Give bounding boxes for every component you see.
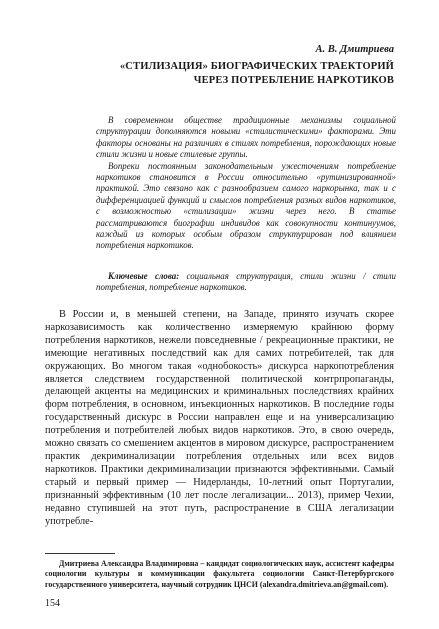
title-line-1: «СТИЛИЗАЦИЯ» БИОГРАФИЧЕСКИХ ТРАЕКТОРИЙ: [119, 61, 394, 72]
keywords-label: Ключевые слова:: [108, 271, 180, 281]
abstract: [96, 115, 396, 252]
body-paragraph: В России и, в меньшей степени, на Западе, принято изучать скорее наркозависимость как количественно измеряемую крайнюю форму потребления наркотиков, нежели повседневные / рекреационные практики, не имеющие негативных последствий как для самих потребителей, так для окружающих. Во многом такая «однобокость» дискурса наркопотребления является следствием государственной политической контрпропаганды, делающей акценты на медицинских и криминальных последствиях крайних форм потребления, в основном, инъекционных наркотиков. В последние годы государственный дискурс в России направлен еще и на универсализацию потребления и потребителей любых видов наркотиков. Это, в свою очередь, можно связать со смешением акцентов в мировом дискурсе, распространением практик декриминализации потребления отдельных или всех видов наркотиков. Практики декриминализации признаются эффективными. Самый старый и первый пример — Нидерланды, 10-летний опыт Португалии, признанный эффективным (10 лет после легализации... 2013), пример Чехии, недавно ступившей на этот путь, распространение в США легализации употребле-: [45, 309, 394, 527]
footnote-divider: [45, 553, 115, 554]
keywords: [96, 271, 396, 294]
page-number: 154: [45, 598, 60, 609]
abstract-paragraph-1: В современном обществе традиционные механизмы социальной структурации дополняются новыми «стилистическими» факторами. Эти факторы основаны на различиях в стилях потребления, порождающих новые стили жизни и новые стилевые группы.: [96, 115, 396, 160]
title-line-2: ЧЕРЕЗ ПОТРЕБЛЕНИЕ НАРКОТИКОВ: [193, 74, 394, 86]
author-name: А. В. Дмитриева: [315, 44, 394, 55]
author-footnote: Дмитриева Александра Владимировна – кандидат социологических наук, ассистент кафедры социологии культуры и коммуникации факультета социологии Санкт-Петербургского государственного университета, научный сотрудник ЦНСИ (alexandra.dmitrieva.an@gmail.com).: [45, 559, 394, 589]
abstract-paragraph-2: Вопреки постоянным законодательным ужесточениям потребление наркотиков становится в России относительно «рутинизированной» практикой. Это связано как с разнообразием самого наркорынка, так и с дифференциацией функций и смыслов потребления разных видов наркотиков, с возможностью «стилизации» жизни через него. В статье рассматриваются биографии индивидов как совокупности континуумов, каждый из которых особым образом структурирован под влиянием потребления наркотиков.: [96, 160, 396, 251]
article-title: [96, 60, 394, 87]
keywords-text: социальная структурация, стили жизни / стили потребления, потребление наркотиков.: [96, 271, 396, 293]
